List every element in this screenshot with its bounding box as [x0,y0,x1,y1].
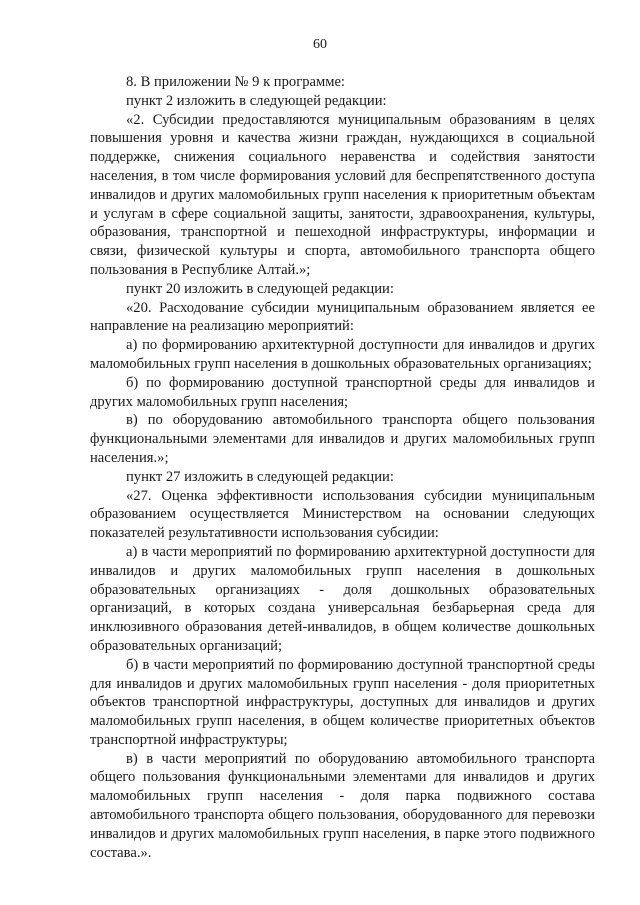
paragraph-point-27-a: а) в части мероприятий по формированию архитектурной доступности для инвалидов и других маломобильных групп населения в дошкольных образовательных организациях - доля дошкольных образовательных организаций, в которых создана универсальная безбарьерная среда для инклюзивного образования детей-инвалидов, в общем количестве дошкольных образовательных организаций; [90,543,595,654]
paragraph-point-2-text: «2. Субсидии предоставляются муниципальным образованиям в целях повышения уровня и качества жизни граждан, нуждающихся в социальной поддержке, снижения социального неравенства и содействия занятости населения, в том числе формирования условий для беспрепятственного доступа инвалидов и других маломобильных групп населения к приоритетным объектам и услугам в сфере социальной защиты, занятости, здравоохранения, культуры, образования, транспортной и пешеходной инфраструктуры, информации и связи, физической культуры и спорта, автомобильного транспорта общего пользования в Республике Алтай.»; [90,111,595,278]
paragraph-point-27-b: б) в части мероприятий по формированию доступной транспортной среды для инвалидов и других маломобильных групп населения - доля приоритетных объектов транспортной инфраструктуры, доступных для инвалидов и других маломобильных групп населения, в общем количестве приоритетных объектов транспортной инфраструктуры; [90,656,595,748]
paragraph-point-2-intro: пункт 2 изложить в следующей редакции: [126,92,387,109]
paragraph-point-20-b: б) по формированию доступной транспортной среды для инвалидов и других маломобильных групп населения; [90,374,595,410]
paragraph-point-27-text: «27. Оценка эффективности использования субсидии муниципальным образованием осуществляется Министерством на основании следующих показателей результативности использования субсидии: [90,487,595,542]
paragraph-point-27-c: в) в части мероприятий по оборудованию автомобильного транспорта общего пользования функциональными элементами для инвалидов и других маломобильных групп населения - доля парка подвижного состава автомобильного транспорта общего пользования, оборудованного для перевозки инвалидов и других маломобильных групп населения, в парке этого подвижного состава.». [90,750,595,861]
paragraph-point-27-intro: пункт 27 изложить в следующей редакции: [126,468,394,485]
page-number: 60 [313,37,327,52]
paragraph-point-20-a: а) по формированию архитектурной доступности для инвалидов и других маломобильных групп населения в дошкольных образовательных организациях; [90,337,595,372]
paragraph-point-20-c: в) по оборудованию автомобильного транспорта общего пользования функциональными элементами для инвалидов и других маломобильных групп населения.»; [90,412,595,466]
paragraph-item-8: 8. В приложении № 9 к программе: [126,74,345,90]
paragraph-point-20-intro: пункт 20 изложить в следующей редакции: [126,280,394,297]
paragraph-point-20-text: «20. Расходование субсидии муниципальным образованием является ее направление на реализацию мероприятий: [90,299,595,335]
document-body [90,73,595,862]
